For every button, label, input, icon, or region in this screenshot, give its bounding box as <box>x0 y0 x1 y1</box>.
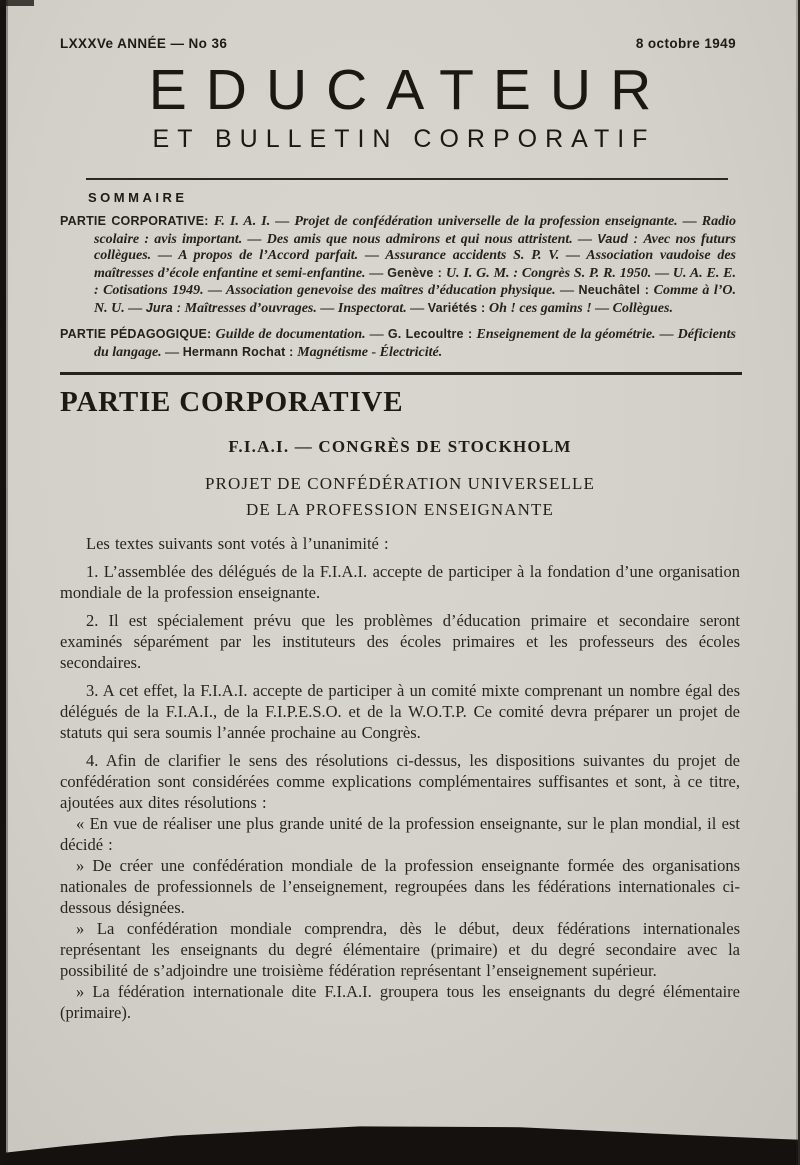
sommaire-segment: Magnétisme - Électricité. <box>297 344 443 360</box>
sommaire-segment: PARTIE CORPORATIVE: <box>60 214 214 228</box>
sommaire-segment: Hermann Rochat : <box>182 344 298 359</box>
article-paragraph: » De créer une confédération mondiale de la profession enseignante formée des organisations nationales de professionnels de l’enseignement, regroupées dans les fédérations internationales ci-dessous désignées. <box>60 856 740 917</box>
sommaire-segment: Variétés : <box>427 300 489 315</box>
scan-edge-left <box>0 0 8 1165</box>
sommaire-heading: SOMMAIRE <box>88 190 188 205</box>
sommaire-segment: Comme à l’O. N. U. — <box>94 283 737 316</box>
section-divider-rule <box>60 372 742 375</box>
scan-edge-bottom <box>0 1123 800 1165</box>
article-body <box>60 533 740 1023</box>
scan-edge-right <box>796 0 800 1165</box>
sommaire-segment: F. I. A. I. — Projet de confédération universelle de la profession enseignante. — Radio scolaire : avis important. — Des amis que nous admirons et qui nous attristent. — <box>94 214 736 247</box>
sommaire-segment: Jura : <box>145 300 185 315</box>
scan-corner-top-left <box>0 0 34 6</box>
sommaire-segment: Avec nos futurs collègues. — A propos de l’Accord parfait. — Assurance accidents S. P. V. — Association vaudoise des maîtresses d’école enfantine et semi-enfantine. — <box>94 231 736 281</box>
sommaire-entry-corporative <box>60 213 736 317</box>
sommaire-segment: Neuchâtel : <box>578 283 654 297</box>
article-paragraph: » La fédération internationale dite F.I.A.I. groupera tous les enseignants du degré élémentaire (primaire). <box>60 982 740 1022</box>
article-paragraph: « En vue de réaliser une plus grande unité de la profession enseignante, sur le plan mondial, il est décidé : <box>60 814 740 854</box>
congress-subheading: F.I.A.I. — CONGRÈS DE STOCKHOLM <box>228 437 572 456</box>
masthead-divider-rule <box>86 178 728 180</box>
masthead-subtitle: ET BULLETIN CORPORATIF <box>152 125 656 153</box>
masthead <box>0 60 800 154</box>
sommaire-segment: Maîtresses d’ouvrages. — Inspectorat. — <box>184 300 428 316</box>
sommaire-section <box>60 190 736 361</box>
issue-date: 8 octobre 1949 <box>635 36 736 51</box>
article-paragraph: Les textes suivants sont votés à l’unanimité : <box>86 534 389 553</box>
issue-line <box>0 0 800 52</box>
sommaire-segment: Vaud : <box>597 231 644 246</box>
sommaire-segment: U. I. G. M. : Congrès S. P. R. 1950. — U. A. E. E. : Cotisations 1949. — Association genevoise des maîtres d’éducation physique. — <box>94 265 736 298</box>
sommaire-segment: Guilde de documentation. — <box>215 327 388 342</box>
project-title <box>60 471 740 523</box>
sommaire-entry-pedagogique <box>60 326 736 361</box>
sommaire-segment: PARTIE PÉDAGOGIQUE: <box>60 327 216 341</box>
sommaire-segment: Enseignement de la géométrie. — Déficients du langage. — <box>94 327 736 360</box>
article-paragraph: 3. A cet effet, la F.I.A.I. accepte de participer à un comité mixte comprenant un nombre égal des délégués de la F.I.A.I., de la F.I.P.E.S.O. et de la W.O.T.P. Ce comité devra préparer un projet de statuts qui sera soumis l’année prochaine au Congrès. <box>60 681 740 742</box>
project-title-line1: PROJET DE CONFÉDÉRATION UNIVERSELLE <box>205 474 595 493</box>
article <box>60 385 740 1023</box>
sommaire-segment: G. Lecoultre : <box>387 327 477 341</box>
article-paragraph: 4. Afin de clarifier le sens des résolutions ci-dessus, les dispositions suivantes du projet de confédération sont considérées comme explications complémentaires suffisantes et sont, à ce titre, ajoutées aux dites résolutions : <box>60 751 740 812</box>
article-paragraph: 2. Il est spécialement prévu que les problèmes d’éducation primaire et secondaire seront examinés séparément par les instituteurs des écoles primaires et les professeurs des écoles secondaires. <box>60 611 740 672</box>
masthead-title: EDUCATEUR <box>148 58 671 122</box>
project-title-line2: DE LA PROFESSION ENSEIGNANTE <box>245 500 554 519</box>
issue-number: LXXXVe ANNÉE — No 36 <box>60 36 228 51</box>
section-heading: PARTIE CORPORATIVE <box>60 386 404 418</box>
article-paragraph: 1. L’assemblée des délégués de la F.I.A.I. accepte de participer à la fondation d’une organisation mondiale de la profession enseignante. <box>60 562 740 602</box>
article-paragraph: » La confédération mondiale comprendra, dès le début, deux fédérations internationales représentant les enseignants du degré élémentaire (primaire) et du degré secondaire avec la possibilité de s’adjoindre une troisième fédération représentant l’enseignement supérieur. <box>60 919 740 980</box>
sommaire-segment: Oh ! ces gamins ! — Collègues. <box>488 300 673 316</box>
sommaire-segment: Genève : <box>387 265 446 280</box>
